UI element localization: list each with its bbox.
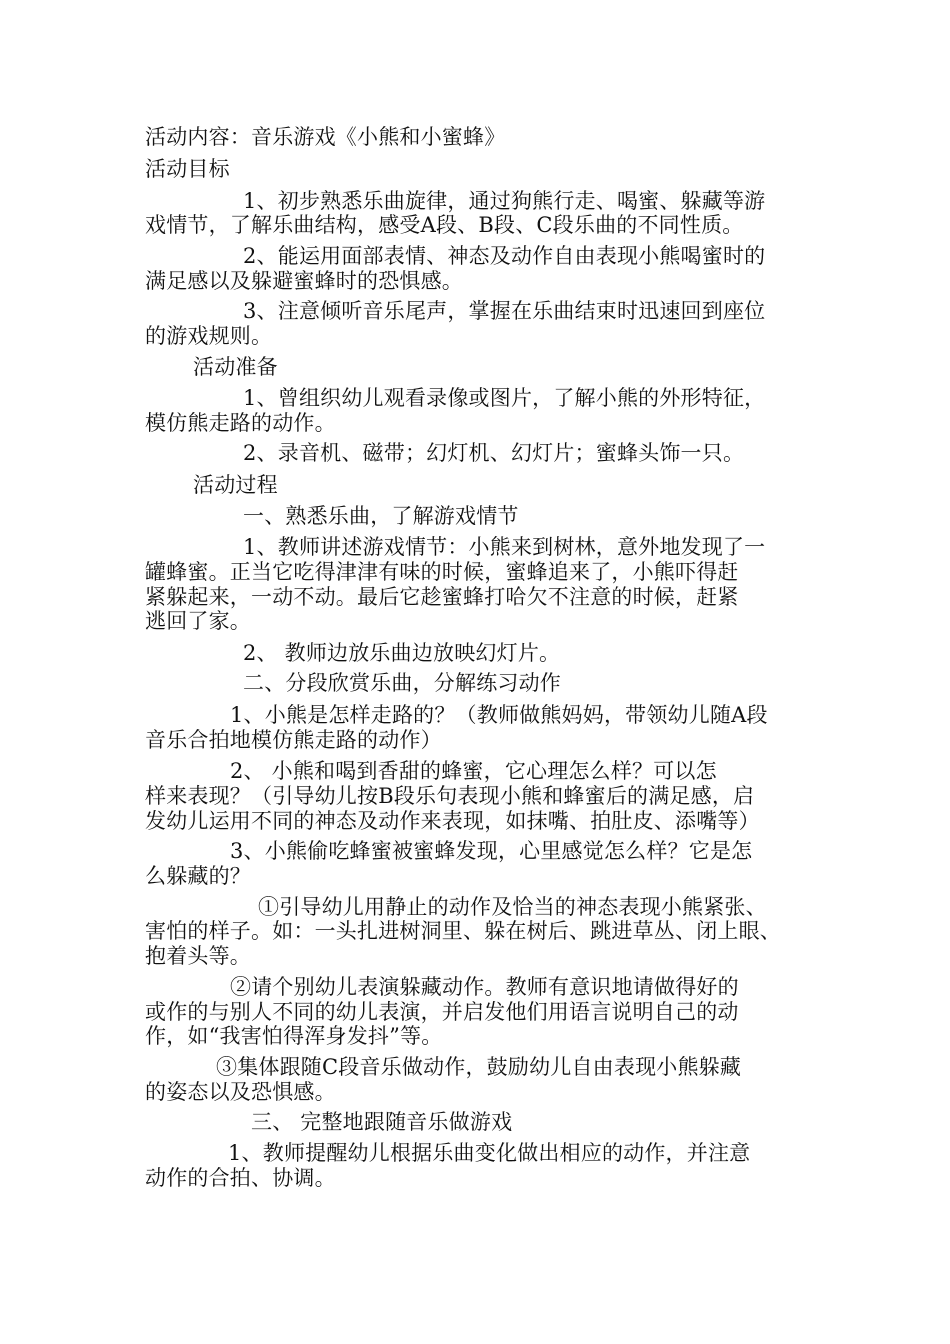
text-line: 模仿熊走路的动作。	[145, 411, 336, 435]
text-line: 么躲藏的？	[145, 864, 251, 888]
text-line: 2、 小熊和喝到香甜的蜂蜜，它心理怎么样？可以怎	[230, 759, 717, 783]
heading-goals: 活动目标	[145, 157, 230, 181]
text-line: 戏情节，了解乐曲结构，感受A段、B段、C段乐曲的不同性质。	[145, 213, 744, 237]
text-line: 1、小熊是怎样走路的？（教师做熊妈妈，带领幼儿随A段	[230, 703, 768, 727]
text-line: 动作的合拍、协调。	[145, 1166, 336, 1190]
text-line: 1、教师讲述游戏情节：小熊来到树林，意外地发现了一	[243, 535, 766, 559]
title-line: 活动内容：音乐游戏《小熊和小蜜蜂》	[145, 125, 506, 149]
text-line: 或作的与别人不同的幼儿表演，并启发他们用语言说明自己的动	[145, 1000, 739, 1024]
text-line: 1、曾组织幼儿观看录像或图片，了解小熊的外形特征，	[243, 386, 766, 410]
text-line: 样来表现？（引导幼儿按B段乐句表现小熊和蜂蜜后的满足感，启	[145, 784, 755, 808]
text-line: 3、小熊偷吃蜂蜜被蜜蜂发现，心里感觉怎么样？它是怎	[230, 839, 753, 863]
text-line: 的游戏规则。	[145, 324, 273, 348]
text-line: 逃回了家。	[145, 609, 251, 633]
text-line: 害怕的样子。如：一头扎进树洞里、躲在树后、跳进草丛、闭上眼、	[145, 919, 781, 943]
text-line: 2、 教师边放乐曲边放映幻灯片。	[243, 641, 561, 665]
text-line: 的姿态以及恐惧感。	[145, 1080, 336, 1104]
text-line: 发幼儿运用不同的神态及动作来表现，如抹嘴、拍肚皮、添嘴等）	[145, 809, 760, 833]
subheading-one: 一、熟悉乐曲，了解游戏情节	[243, 504, 519, 528]
text-line: 满足感以及躲避蜜蜂时的恐惧感。	[145, 269, 463, 293]
text-line: 音乐合拍地模仿熊走路的动作）	[145, 728, 442, 752]
text-line: 2、能运用面部表情、神态及动作自由表现小熊喝蜜时的	[243, 244, 766, 268]
text-line: 作，如“我害怕得浑身发抖”等。	[145, 1024, 443, 1048]
text-line: ③集体跟随C段音乐做动作，鼓励幼儿自由表现小熊躲藏	[216, 1055, 742, 1079]
subheading-three: 三、 完整地跟随音乐做游戏	[251, 1110, 513, 1134]
heading-process: 活动过程	[193, 473, 278, 497]
text-line: ②请个别幼儿表演躲藏动作。教师有意识地请做得好的	[230, 975, 739, 999]
text-line: 2、录音机、磁带；幻灯机、幻灯片；蜜蜂头饰一只。	[243, 441, 745, 465]
text-line: 3、注意倾听音乐尾声，掌握在乐曲结束时迅速回到座位	[243, 299, 766, 323]
text-line: 紧躲起来，一动不动。最后它趁蜜蜂打哈欠不注意的时候，赶紧	[145, 585, 739, 609]
text-line: 抱着头等。	[145, 944, 251, 968]
text-line: 1、初步熟悉乐曲旋律，通过狗熊行走、喝蜜、躲藏等游	[243, 189, 766, 213]
subheading-two: 二、分段欣赏乐曲，分解练习动作	[243, 671, 561, 695]
text-line: ①引导幼儿用静止的动作及恰当的神态表现小熊紧张、	[258, 895, 767, 919]
heading-preparation: 活动准备	[193, 355, 278, 379]
text-line: 1、教师提醒幼儿根据乐曲变化做出相应的动作，并注意	[228, 1141, 751, 1165]
text-line: 罐蜂蜜。正当它吃得津津有味的时候，蜜蜂追来了，小熊吓得赶	[145, 560, 739, 584]
